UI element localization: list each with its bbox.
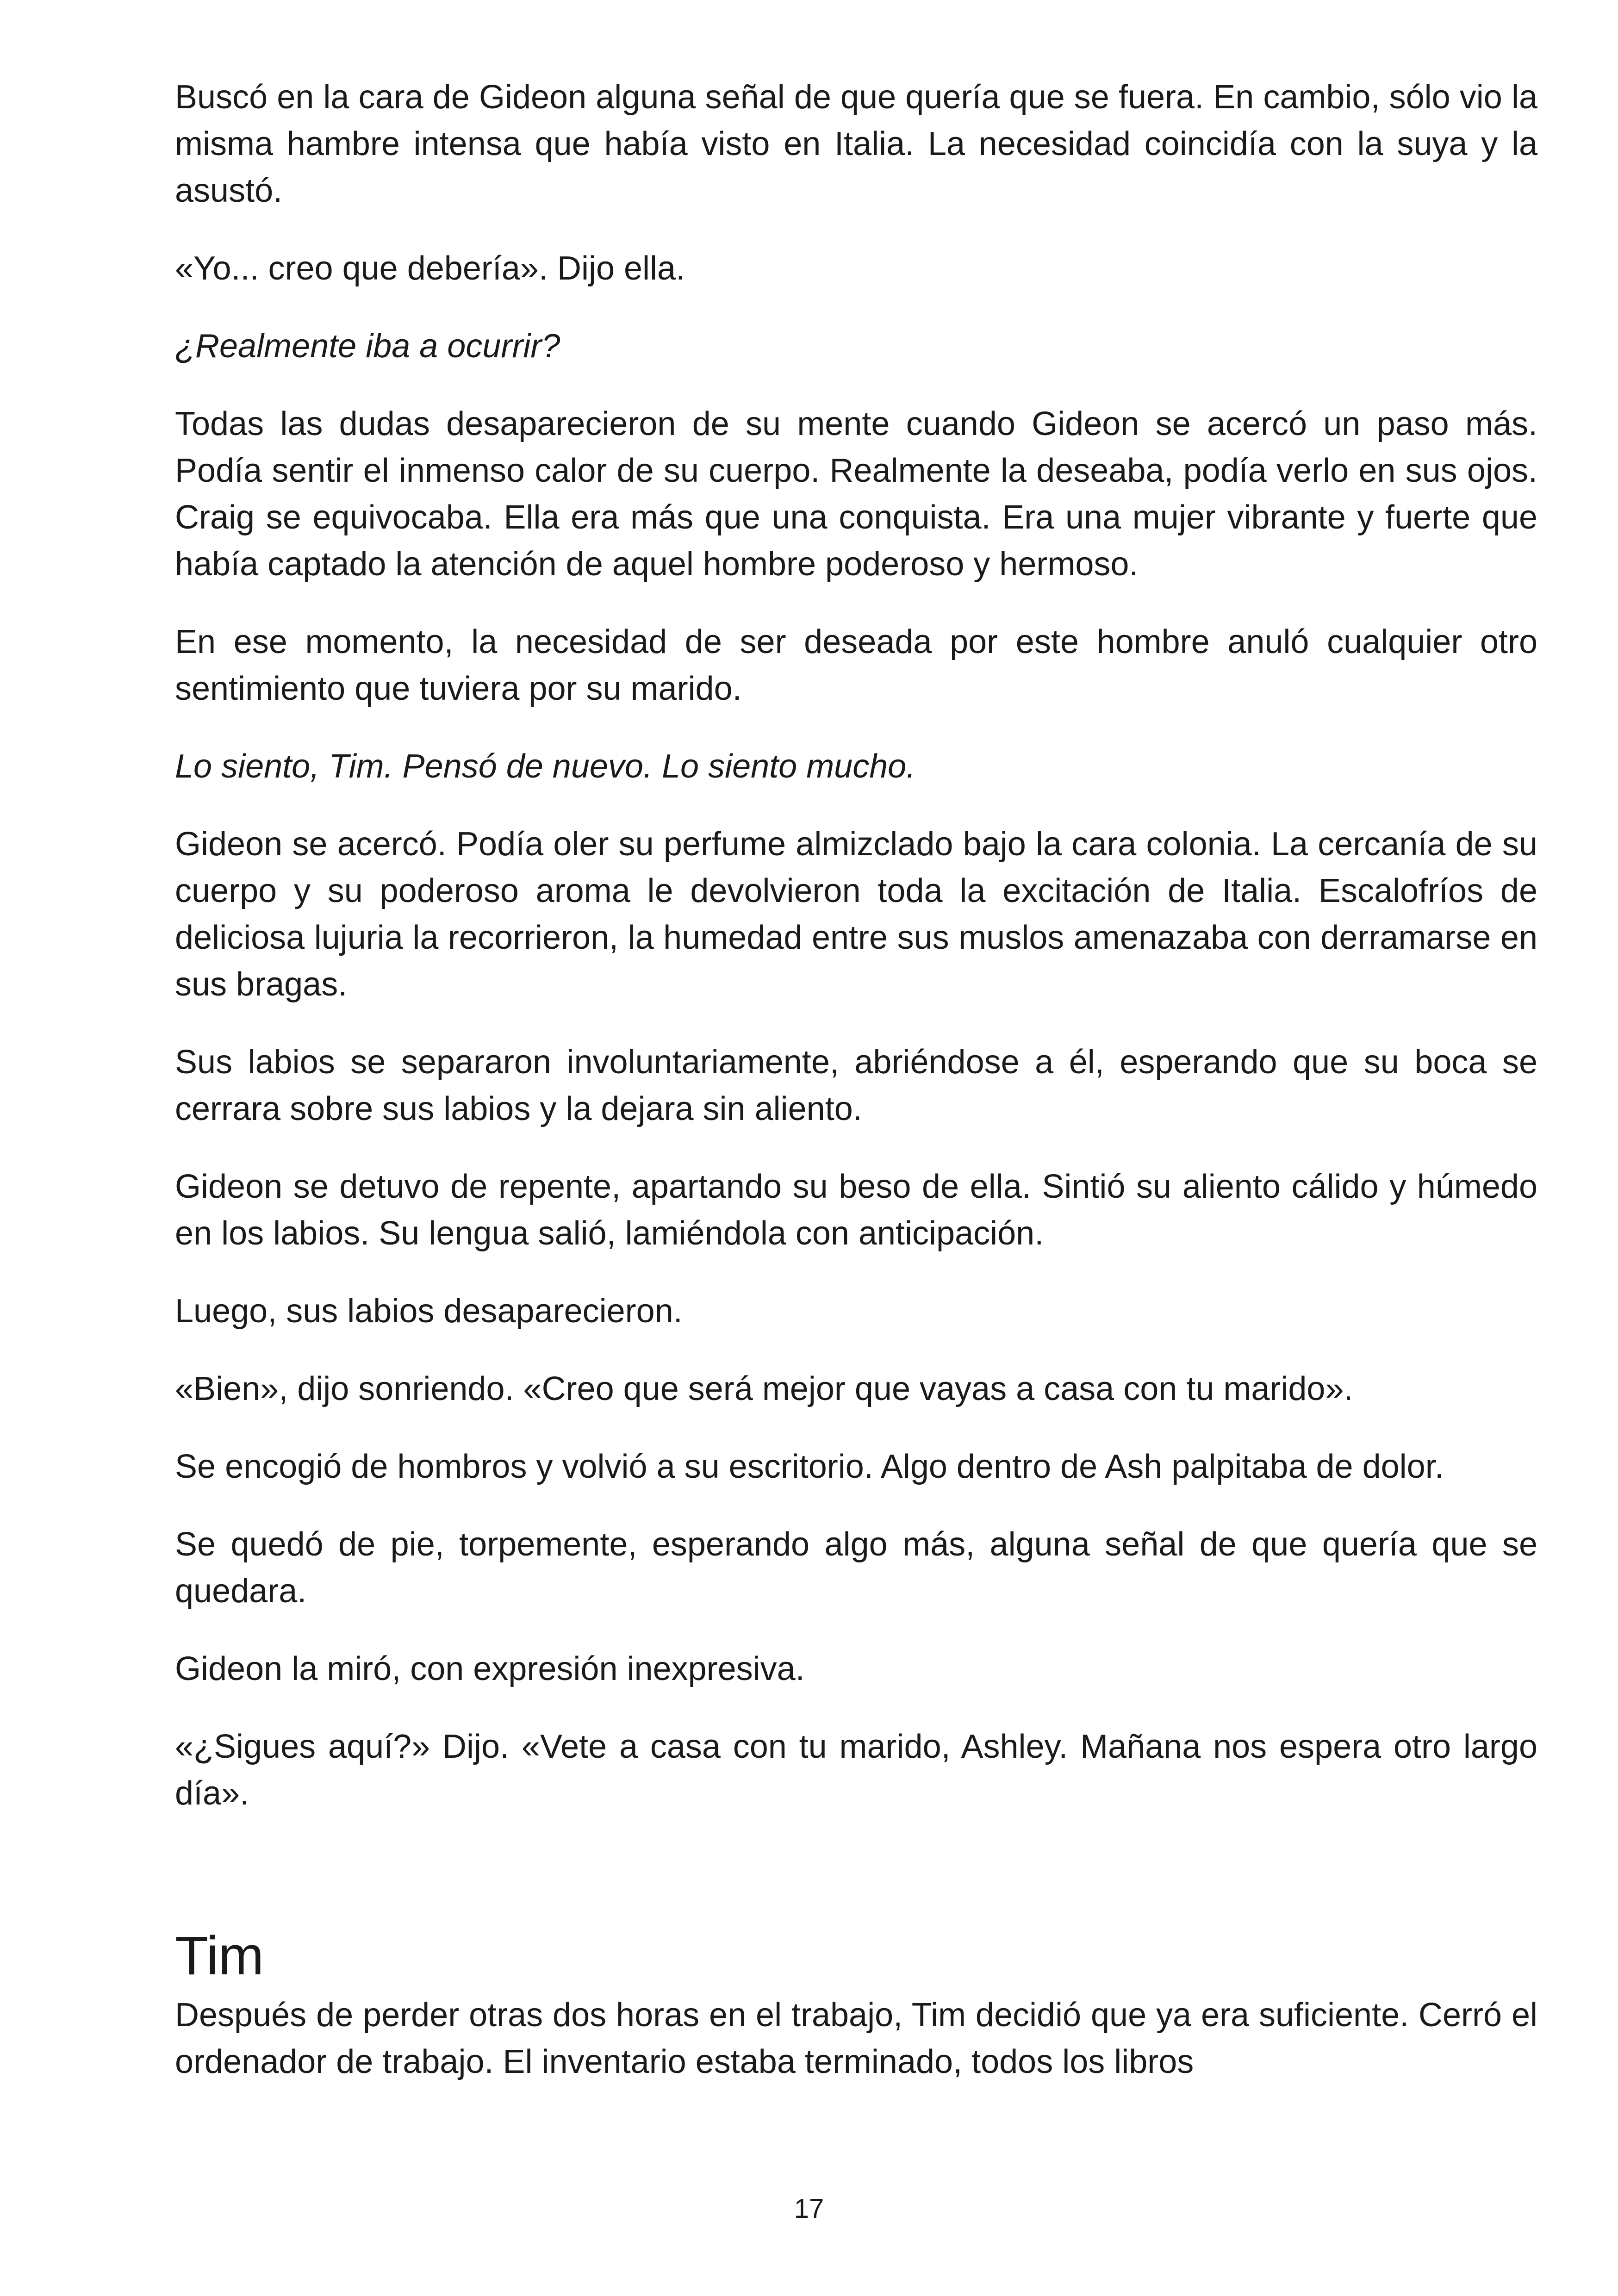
paragraph: Luego, sus labios desaparecieron.	[175, 1293, 683, 1330]
paragraph: Gideon se acercó. Podía oler su perfume almizclado bajo la cara colonia. La cercanía de su cuerpo y su poderoso aroma le devolvieron toda la excitación de Italia. Escalofríos de deliciosa lujuria la recorrieron, la humedad entre sus muslos amenazaba con derramarse en sus bragas.	[175, 826, 1537, 1003]
page-number: 17	[794, 2194, 824, 2224]
paragraph: «Yo... creo que debería». Dijo ella.	[175, 250, 685, 287]
paragraph: Se quedó de pie, torpemente, esperando algo más, alguna señal de que quería que se quedara.	[175, 1526, 1537, 1610]
paragraph: «Bien», dijo sonriendo. «Creo que será mejor que vayas a casa con tu marido».	[175, 1370, 1353, 1407]
section-heading: Tim	[175, 1925, 264, 1986]
paragraph: Sus labios se separaron involuntariamente, abriéndose a él, esperando que su boca se cerrara sobre sus labios y la dejara sin aliento.	[175, 1044, 1537, 1127]
paragraph: Gideon la miró, con expresión inexpresiva.	[175, 1650, 805, 1687]
section-first-paragraph: Después de perder otras dos horas en el trabajo, Tim decidió que ya era suficiente. Cerró el ordenador de trabajo. El inventario estaba terminado, todos los libros	[175, 1997, 1537, 2080]
page-body	[175, 74, 1537, 2116]
paragraph: Se encogió de hombros y volvió a su escritorio. Algo dentro de Ash palpitaba de dolor.	[175, 1448, 1444, 1485]
italic-thought: Lo siento, Tim. Pensó de nuevo. Lo siento mucho.	[175, 748, 916, 785]
paragraph: Todas las dudas desaparecieron de su mente cuando Gideon se acercó un paso más. Podía sentir el inmenso calor de su cuerpo. Realmente la deseaba, podía verlo en sus ojos. Craig se equivocaba. Ella era más que una conquista. Era una mujer vibrante y fuerte que había captado la atención de aquel hombre poderoso y hermoso.	[175, 405, 1537, 583]
paragraph: Gideon se detuvo de repente, apartando su beso de ella. Sintió su aliento cálido y húmedo en los labios. Su lengua salió, lamiéndola con anticipación.	[175, 1168, 1537, 1252]
paragraph: En ese momento, la necesidad de ser deseada por este hombre anuló cualquier otro sentimiento que tuviera por su marido.	[175, 623, 1537, 707]
italic-thought: ¿Realmente iba a ocurrir?	[175, 328, 560, 365]
paragraph: Buscó en la cara de Gideon alguna señal de que quería que se fuera. En cambio, sólo vio la misma hambre intensa que había visto en Italia. La necesidad coincidía con la suya y la asustó.	[175, 79, 1537, 209]
paragraph: «¿Sigues aquí?» Dijo. «Vete a casa con tu marido, Ashley. Mañana nos espera otro largo día».	[175, 1728, 1537, 1812]
paragraph-list	[175, 74, 1537, 1817]
